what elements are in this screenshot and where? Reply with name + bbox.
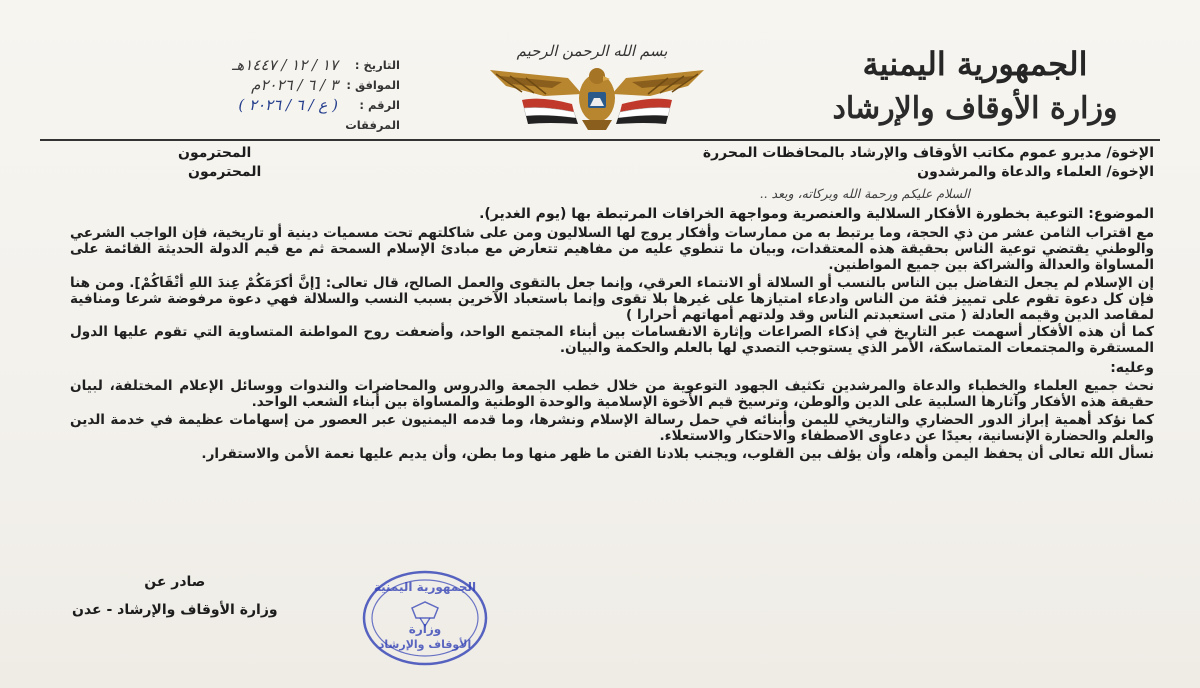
state-emblem [482, 40, 712, 135]
date-row [100, 55, 400, 75]
issuing-ministry: وزارة الأوقاف والإرشاد - عدن [72, 602, 278, 618]
reference-label: الرقم : [359, 98, 400, 112]
signature-block [72, 574, 278, 618]
letter-metadata [100, 55, 400, 135]
date-value: ١٧ / ١٢ / ١٤٤٧هـ [232, 56, 338, 74]
body-paragraph-2: إن الإسلام لم يجعل التفاضل بين الناس بالنسب أو السلالة أو الانتماء العرقي، وإنما جعل بالتقوى والعمل الصالح، قال تعالى: [إنَّ أكرَمَكُمْ عِندَ اللهِ أتْقَاكُمْ]. ومن هنا فإن كل دعوة تقوم على تمييز فئة من الناس وادعاء امتيازها على غيرها بلا تقوى وإنما باستعباد الآخرين بسبب النسب والسلالة فهي دعوة مرفوضة شرعا ومنافية لمقاصد الدين وقيمه العادلة ( متى استعبدتم الناس وقد ولدتهم أمهاتهم أحرارا ) [70, 274, 1154, 323]
addressee-2-text: الإخوة/ العلماء والدعاة والمرشدون [917, 164, 1154, 180]
salutation: السلام عليكم ورحمة الله وبركاته، وبعد .. [759, 186, 970, 201]
issued-by-label: صادر عن [144, 574, 206, 590]
attachments-label: المرفقات [345, 118, 400, 132]
addressee-1-text: الإخوة/ مديرو عموم مكاتب الأوقاف والإرشاد بالمحافظات المحررة [702, 145, 1154, 161]
header-divider [40, 139, 1160, 141]
basmala: بسم الله الرحمن الرحيم [516, 42, 668, 60]
reference-value: ( ع / ٦ / ٢٠٢٦ ) [238, 96, 338, 114]
body-paragraph-4: نحث جميع العلماء والخطباء والدعاة والمرشدين تكثيف الجهود التوعوية من خلال خطب الجمعة والدروس والمحاضرات والندوات ووسائل الإعلام المختلفة، لبيان حقيقة هذه الأفكار وآثارها السلبية على الدين والوطن، وترسيخ قيم الأخوة الإسلامية والوحدة الوطنية والمساواة بين أبناء الشعب الواحد. [70, 378, 1154, 411]
addressee-1-honorific: المحترمون [178, 145, 252, 161]
addressee-2-honorific: المحترمون [188, 164, 262, 180]
corresponding-date-label: الموافق : [346, 78, 400, 92]
closing-prayer: نسأل الله تعالى أن يحفظ اليمن وأهله، وأن يؤلف بين القلوب، ويجنب بلادنا الفتن ما ظهر منها وما بطن، وأن يديم عليها نعمة الأمن والاستقرار. [201, 445, 1154, 462]
date-label: التاريخ : [354, 58, 400, 72]
corresponding-date-value: ٣ / ٦ / ٢٠٢٦م [251, 76, 338, 94]
stamp-text-top: الجمهورية اليمنية [373, 580, 477, 594]
eagle-emblem-icon [482, 56, 712, 136]
official-stamp [360, 568, 490, 668]
letter-body [70, 226, 1154, 463]
letterhead-title [790, 45, 1160, 128]
reference-row [100, 95, 400, 115]
attachments-row [100, 115, 400, 135]
corresponding-date-row [100, 75, 400, 95]
body-paragraph-5: كما نؤكد أهمية إبراز الدور الحضاري والتاريخي لليمن وأبنائه في حمل رسالة الإسلام ونشرها، وما قدمه اليمنيون عبر العصور من إسهامات عظيمة في خدمة الدين والعلم والحضارة الإنسانية، بعيدًا عن دعاوى الاصطفاء والاحتكار والاستعلاء. [70, 411, 1154, 444]
subject-line: الموضوع: التوعية بخطورة الأفكار السلالية والعنصرية ومواجهة الخرافات المرتبطة بها (يوم الغدير). [479, 206, 1154, 222]
stamp-text-middle: وزارة [408, 622, 442, 636]
body-paragraph-1: مع اقتراب الثامن عشر من ذي الحجة، وما يرتبط به من ممارسات وأفكار يروج لها السلاليون ومن على شاكلتهم تحت مسميات دينية أو تاريخية، فإن الواجب الشرعي والوطني يقتضي توعية الناس بحقيقة هذه المعتقدات، وبيان ما تنطوي عليه من مفاهيم تتعارض مع مبادئ الإسلام السمحة ثم مع قيم الدولة الحديثة القائمة على المساواة والعدالة والشراكة بين جميع المواطنين. [70, 225, 1154, 273]
stamp-text-bottom: الأوقاف والإرشاد [378, 638, 472, 651]
ministry-name: وزارة الأوقاف والإرشاد [832, 91, 1118, 126]
body-paragraph-3: كما أن هذه الأفكار أسهمت عبر التاريخ في إذكاء الصراعات وإثارة الانقسامات بين أبناء المجتمع الواحد، وأضعفت روح المواطنة المتساوية التي تقوم عليها الدول المستقرة والمجتمعات المتماسكة، الأمر الذي يستوجب التصدي لها بالعلم والحكمة والبيان. [70, 324, 1154, 357]
republic-name: الجمهورية اليمنية [862, 45, 1088, 83]
therefore-heading: وعليه: [1110, 360, 1154, 377]
